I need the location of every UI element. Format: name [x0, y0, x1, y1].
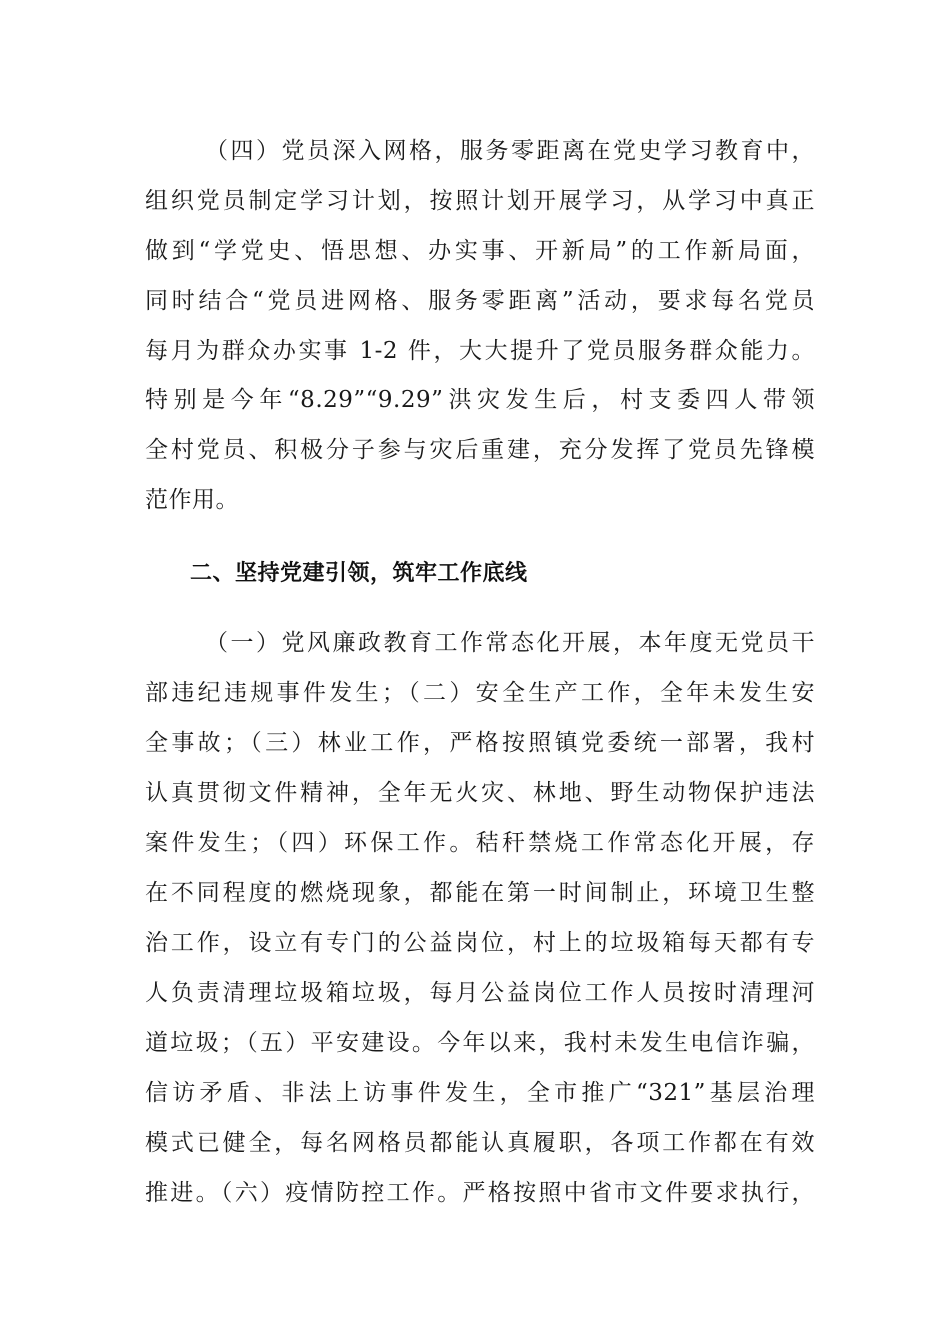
paragraph-line: 在不同程度的燃烧现象，都能在第一时间制止，环境卫生整	[145, 880, 815, 906]
paragraph-line: 认真贯彻文件精神，全年无火灾、林地、野生动物保护违法	[145, 780, 815, 806]
paragraph-line: 范作用。	[145, 487, 239, 513]
paragraph-line: 全村党员、积极分子参与灾后重建，充分发挥了党员先锋模	[145, 437, 815, 463]
paragraph-line: 模式已健全，每名网格员都能认真履职，各项工作都在有效	[145, 1130, 815, 1156]
paragraph-line: 组织党员制定学习计划，按照计划开展学习，从学习中真正	[145, 188, 815, 214]
paragraph-line: 案件发生；（四）环保工作。秸秆禁烧工作常态化开展，存	[145, 830, 815, 856]
paragraph-line: 每月为群众办实事 1-2 件，大大提升了党员服务群众能力。	[145, 338, 815, 364]
section-heading: 二、坚持党建引领，筑牢工作底线	[190, 561, 528, 586]
paragraph-line: （一）党风廉政教育工作常态化开展，本年度无党员干	[205, 630, 815, 656]
paragraph-line: 道垃圾；（五）平安建设。今年以来，我村未发生电信诈骗，	[145, 1030, 815, 1056]
paragraph-line: 全事故；（三）林业工作，严格按照镇党委统一部署，我村	[145, 730, 815, 756]
paragraph-line: 同时结合“党员进网格、服务零距离”活动，要求每名党员	[145, 288, 815, 314]
paragraph-line: 部违纪违规事件发生；（二）安全生产工作，全年未发生安	[145, 680, 815, 706]
paragraph-line: 人负责清理垃圾箱垃圾，每月公益岗位工作人员按时清理河	[145, 980, 815, 1006]
paragraph-line: （四）党员深入网格，服务零距离在党史学习教育中，	[205, 138, 815, 164]
paragraph-line: 特别是今年“8.29”“9.29”洪灾发生后，村支委四人带领	[145, 387, 815, 413]
paragraph-line: 推进。（六）疫情防控工作。严格按照中省市文件要求执行，	[145, 1180, 815, 1206]
paragraph-line: 信访矛盾、非法上访事件发生，全市推广“321”基层治理	[145, 1080, 815, 1106]
paragraph-line: 做到“学党史、悟思想、办实事、开新局”的工作新局面，	[145, 238, 815, 264]
paragraph-line: 治工作，设立有专门的公益岗位，村上的垃圾箱每天都有专	[145, 930, 815, 956]
